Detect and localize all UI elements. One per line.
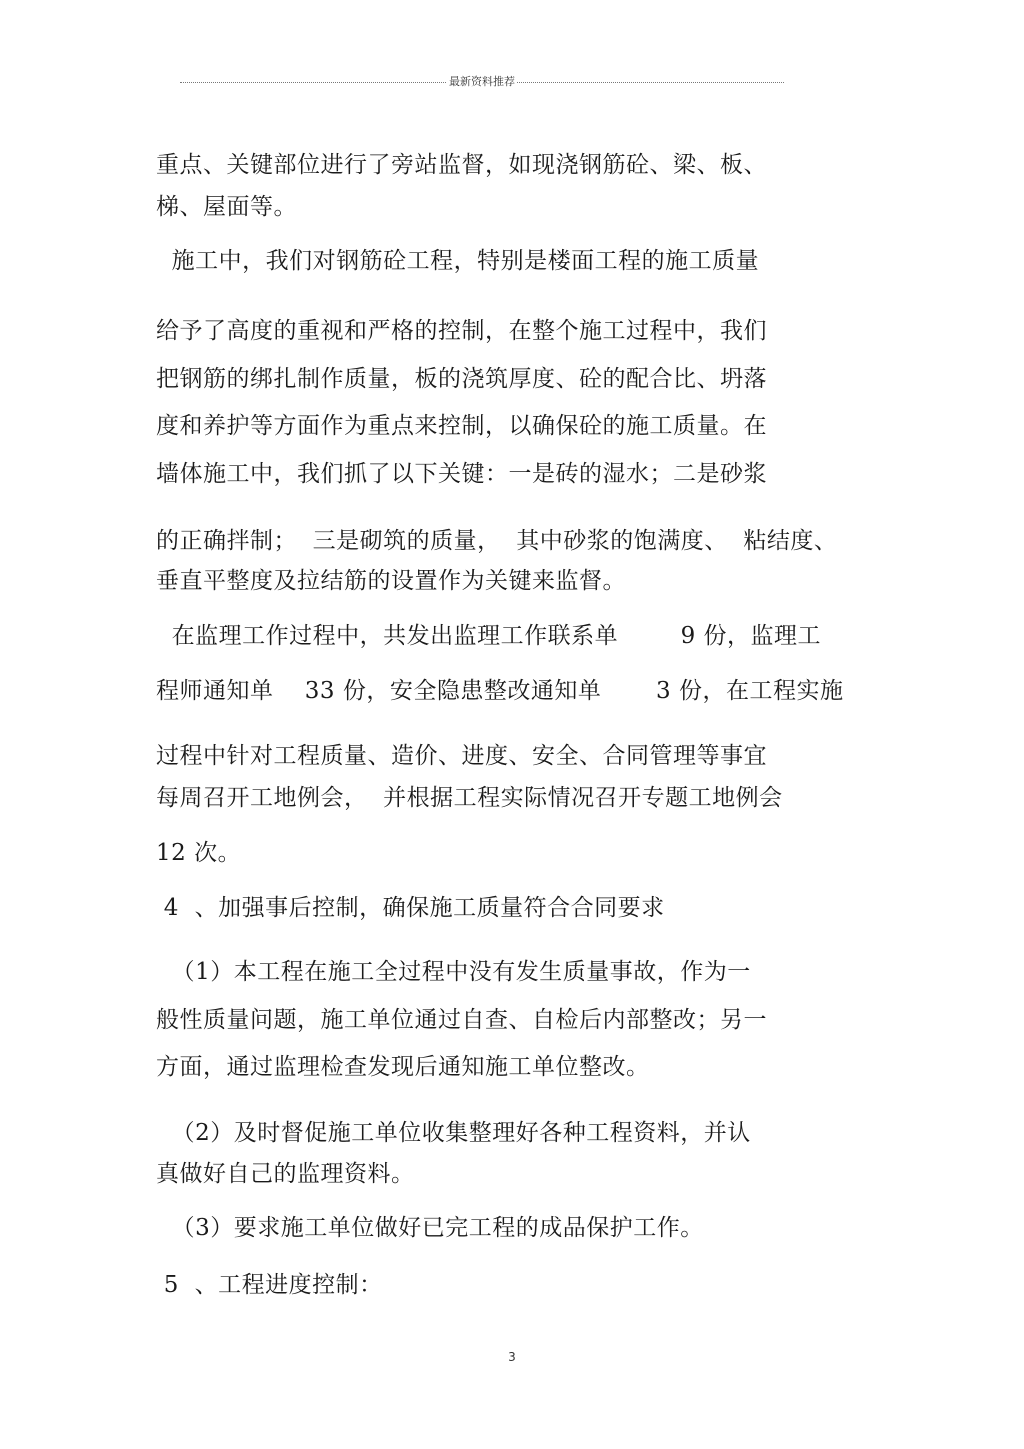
body-line: 程师通知单 33 份，安全隐患整改通知单 3 份，在工程实施 — [156, 678, 844, 704]
body-line: 般性质量问题，施工单位通过自查、自检后内部整改；另一 — [156, 1007, 767, 1033]
body-line: 施工中，我们对钢筋砼工程，特别是楼面工程的施工质量 — [156, 248, 760, 274]
section-heading: 5 、工程进度控制： — [156, 1272, 383, 1298]
body-line: 垂直平整度及拉结筋的设置作为关键来监督。 — [156, 568, 626, 594]
body-line: （2）及时督促施工单位收集整理好各种工程资料，并认 — [156, 1120, 751, 1146]
section-heading: 4 、加强事后控制，确保施工质量符合合同要求 — [156, 895, 665, 921]
body-line: 墙体施工中，我们抓了以下关键：一是砖的湿水；二是砂浆 — [156, 461, 767, 487]
body-line: 的正确拌制； 三是砌筑的质量， 其中砂浆的饱满度、 粘结度、 — [156, 528, 838, 554]
body-line: 12 次。 — [156, 840, 242, 866]
body-line: 方面，通过监理检查发现后通知施工单位整改。 — [156, 1054, 650, 1080]
body-line: 过程中针对工程质量、造价、进度、安全、合同管理等事宜 — [156, 743, 767, 769]
body-line: （1）本工程在施工全过程中没有发生质量事故，作为一 — [156, 959, 751, 985]
body-line: 度和养护等方面作为重点来控制，以确保砼的施工质量。在 — [156, 413, 767, 439]
body-line: 每周召开工地例会， 并根据工程实际情况召开专题工地例会 — [156, 785, 783, 811]
body-line: 把钢筋的绑扎制作质量，板的浇筑厚度、砼的配合比、坍落 — [156, 366, 767, 392]
body-line: 重点、关键部位进行了旁站监督，如现浇钢筋砼、梁、板、 — [156, 152, 767, 178]
page-number: 3 — [508, 1350, 516, 1364]
body-line: 真做好自己的监理资料。 — [156, 1161, 415, 1187]
header-title: 最新资料推荐 — [449, 75, 515, 88]
body-line: （3）要求施工单位做好已完工程的成品保护工作。 — [156, 1215, 704, 1241]
body-line: 在监理工作过程中，共发出监理工作联系单 9 份，监理工 — [156, 623, 822, 649]
body-line: 梯、屋面等。 — [156, 194, 297, 220]
page-header — [180, 74, 784, 90]
body-line: 给予了高度的重视和严格的控制，在整个施工过程中，我们 — [156, 318, 767, 344]
